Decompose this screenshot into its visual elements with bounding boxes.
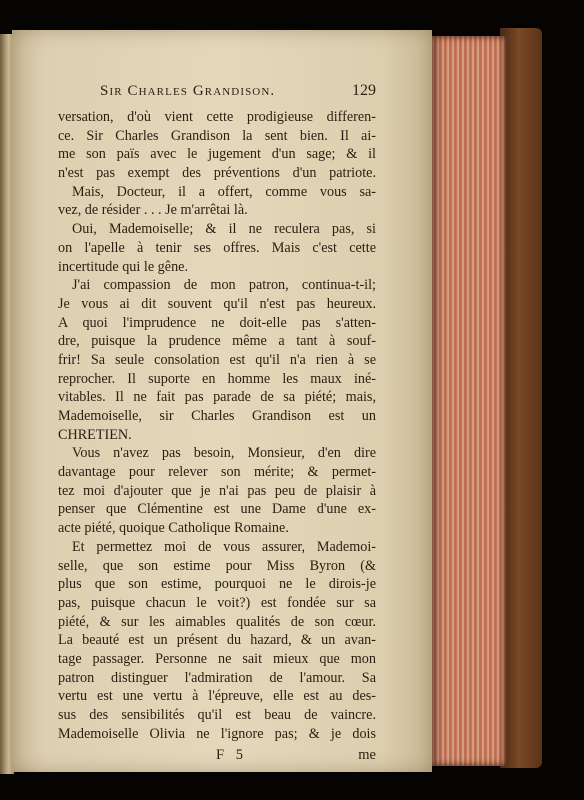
- text-line: on l'apelle à tenir ses offres. Mais c'est cette: [58, 239, 376, 256]
- text-line: tez moi d'ajouter que je n'ai pas peu de plaisir à: [58, 482, 376, 499]
- text-line: tage passager. Personne ne sait mieux que mon: [58, 650, 376, 667]
- text-line: reprocher. Il suporte en homme les maux iné-: [58, 370, 376, 387]
- text-line: versation, d'où vient cette prodigieuse differen-: [58, 109, 376, 125]
- text-line: davantage pour relever son mérite; & permet-: [58, 464, 376, 481]
- body-text: [58, 108, 376, 743]
- text-line: dre, puisque la prudence même a tant à souf-: [58, 333, 376, 350]
- signature-mark: F 5: [216, 747, 247, 764]
- text-line: sus des sensibilités qu'il est beau de vaincre.: [58, 707, 376, 723]
- text-line: n'est pas exempt des préventions d'un patriote.: [58, 165, 376, 182]
- text-line: Mademoiselle Olivia ne l'ignore pas; & je dois: [58, 725, 376, 742]
- text-line: incertitude qui le gêne.: [58, 258, 189, 275]
- text-line: Et permettez moi de vous assurer, Mademoi-: [72, 538, 376, 555]
- text-line: acte piété, quoique Catholique Romaine.: [58, 520, 289, 537]
- text-line: J'ai compassion de mon patron, continua-t-il;: [72, 277, 376, 294]
- text-line: frir! Sa seule consolation est qu'il n'a rien à se: [58, 351, 376, 368]
- text-line: Mademoiselle, sir Charles Grandison est un: [58, 408, 376, 424]
- text-line: piété, & sur les aimables qualités de son cœur.: [58, 613, 376, 630]
- page-block-edges: [430, 36, 506, 766]
- text-line: patron distinguer l'admiration de l'amour. Sa: [58, 669, 376, 686]
- text-line: A quoi l'imprudence ne doit-elle pas s'atten-: [58, 314, 376, 331]
- text-line: CHRETIEN.: [58, 426, 132, 443]
- text-line: Vous n'avez pas besoin, Monsieur, d'en dire: [72, 445, 376, 462]
- text-line: me son païs avec le jugement d'un sage; & il: [58, 146, 376, 163]
- page-text: [58, 82, 376, 767]
- text-line: vez, de résider . . . Je m'arrêtai là.: [58, 202, 248, 219]
- page-header: [58, 82, 376, 106]
- text-line: vertu est une vertu à l'épreuve, elle est au des-: [58, 688, 376, 705]
- text-line: Je vous ai dit souvent qu'il n'est pas heureux.: [58, 295, 376, 312]
- text-line: ce. Sir Charles Grandison la sent bien. Il ai-: [58, 127, 376, 144]
- book-cover-board: [500, 28, 542, 768]
- text-line: La beauté est un présent du hazard, & un avan-: [58, 632, 376, 649]
- page-number: 129: [352, 82, 376, 99]
- running-title: Sir Charles Grandison.: [100, 83, 276, 99]
- text-line: vitables. Il ne fait pas parade de sa piété; mais,: [58, 389, 376, 406]
- text-line: selle, que son estime pour Miss Byron (&: [58, 557, 376, 574]
- text-line: penser que Clémentine est une Dame d'une ex-: [58, 501, 376, 518]
- text-line: Oui, Mademoiselle; & il ne reculera pas, si: [72, 221, 376, 238]
- text-line: pas, puisque chacun le voit?) est fondée sur sa: [58, 594, 376, 611]
- text-line: plus que son estime, pourquoi ne le dirois-je: [58, 576, 376, 593]
- text-line: Mais, Docteur, il a offert, comme vous sa-: [72, 183, 376, 200]
- page-footer: [58, 745, 376, 767]
- catchword: me: [358, 747, 376, 764]
